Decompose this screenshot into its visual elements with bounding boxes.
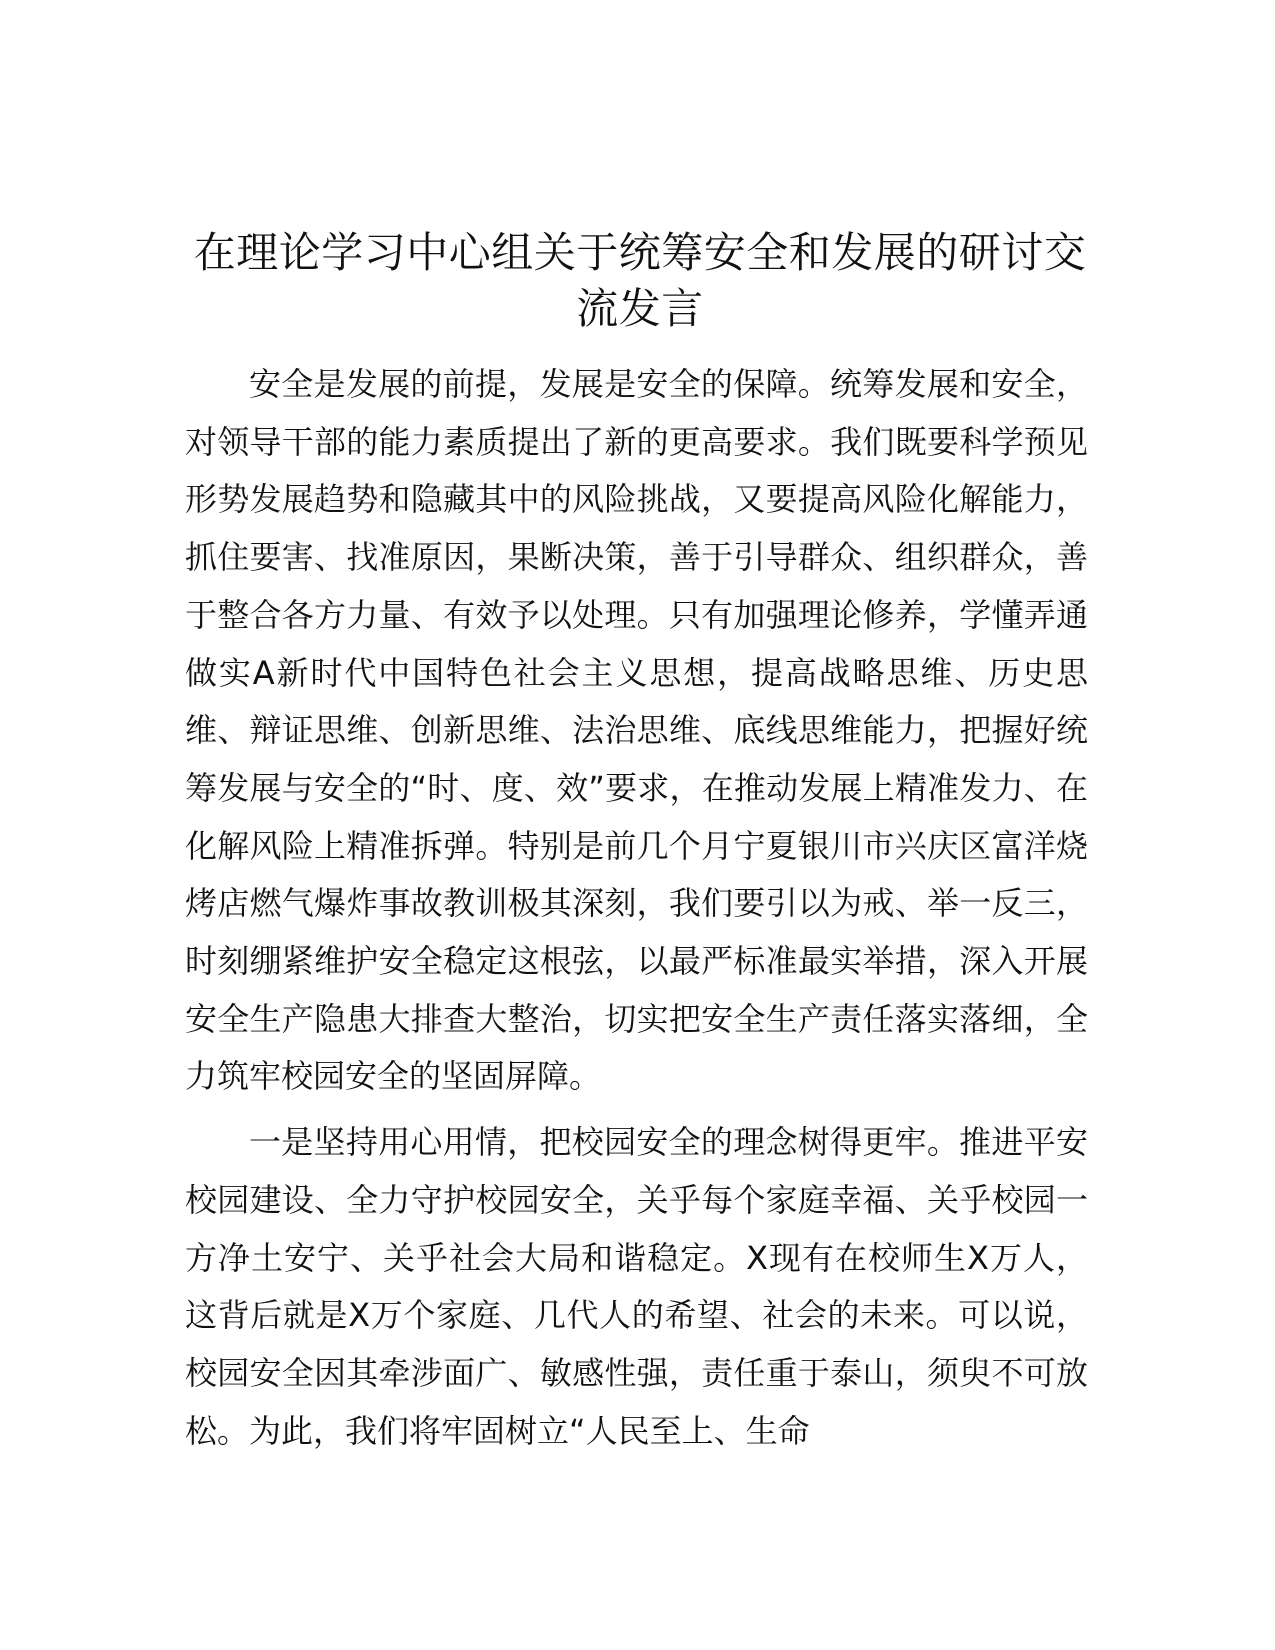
- body-paragraph-1: 安全是发展的前提，发展是安全的保障。统筹发展和安全，对领导干部的能力素质提出了新的更高要求。我们既要科学预见形势发展趋势和隐藏其中的风险挑战，又要提高风险化解能力，抓住要害、找准原因，果断决策，善于引导群众、组织群众，善于整合各方力量、有效予以处理。只有加强理论修养，学懂弄通做实A新时代中国特色社会主义思想，提高战略思维、历史思维、辩证思维、创新思维、法治思维、底线思维能力，把握好统筹发展与安全的“时、度、效”要求，在推动发展上精准发力、在化解风险上精准拆弹。特别是前几个月宁夏银川市兴庆区富洋烧烤店燃气爆炸事故教训极其深刻，我们要引以为戒、举一反三，时刻绷紧维护安全稳定这根弦，以最严标准最实举措，深入开展安全生产隐患大排查大整治，切实把安全生产责任落实落细，全力筑牢校园安全的坚固屏障。: [185, 365, 1088, 1096]
- document-title: 在理论学习中心组关于统筹安全和发展的研讨交流发言: [193, 228, 1087, 333]
- body-paragraph-2: 一是坚持用心用情，把校园安全的理念树得更牢。推进平安校园建设、全力守护校园安全，关乎每个家庭幸福、关乎校园一方净土安宁、关乎社会大局和谐稳定。X现有在校师生X万人，这背后就是X万个家庭、几代人的希望、社会的未来。可以说，校园安全因其牵涉面广、敏感性强，责任重于泰山，须臾不可放松。为此，我们将牢固树立“人民至上、生命: [185, 1123, 1088, 1450]
- document-body: [185, 356, 1088, 1460]
